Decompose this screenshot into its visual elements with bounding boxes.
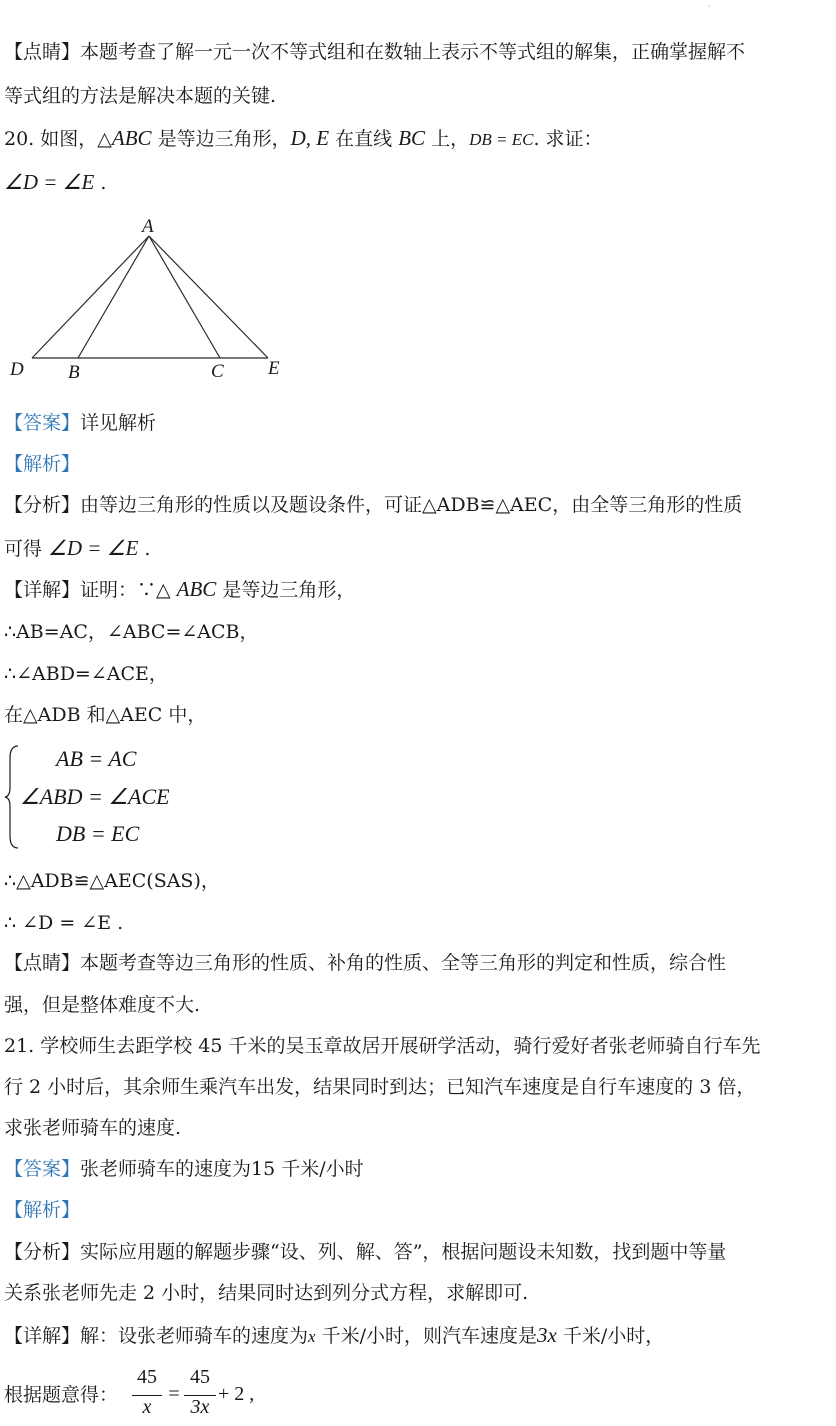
equals-sign: = <box>168 1383 180 1405</box>
answer-21-tag: 【答案】 <box>4 1158 81 1180</box>
question-21-line-1: 21. 学校师生去距学校 45 千米的吴玉章故居开展研学活动，骑行爱好者张老师骑自行车先 <box>4 1035 761 1057</box>
denominator: 3x <box>190 1396 210 1418</box>
brace-row-2: ∠ABD = ∠ACE <box>20 784 170 809</box>
jiexi-tag-21: 【解析】 <box>4 1199 81 1221</box>
step-1: ∴AB=AC，∠ABC=∠ACB， <box>4 621 259 643</box>
corner-mark: · <box>708 2 711 11</box>
fenxi-dot: . <box>138 538 151 560</box>
q20-part: 在直线 <box>329 128 399 150</box>
label-a: A <box>142 216 154 237</box>
q20-part: . 求证： <box>533 128 603 150</box>
fenxi-text: 可得 <box>4 538 49 560</box>
question-21-line-2: 行 2 小时后，其余师生乘汽车出发，结果同时到达；已知汽车速度是自行车速度的 3 倍， <box>4 1076 756 1098</box>
question-20-goal <box>4 170 106 195</box>
denominator: x <box>142 1396 152 1418</box>
label-d: D <box>10 359 24 380</box>
step-2: ∴∠ABD=∠ACE， <box>4 663 168 685</box>
dianjing-line-2: 等式组的方法是解决本题的关键. <box>4 85 277 107</box>
xj21-x: x <box>308 1327 316 1346</box>
segment-ae <box>149 236 268 358</box>
q20-part: 20. 如图，△ <box>4 128 112 150</box>
segment-ac <box>149 236 220 358</box>
q20-part: 是等边三角形， <box>151 128 291 150</box>
q20-condition: DB = EC <box>469 130 534 149</box>
equation-tail: + 2 , <box>218 1383 255 1405</box>
fenxi-20-line-1: 【分析】由等边三角形的性质以及题设条件，可证△ADB≌△AEC，由全等三角形的性质 <box>4 494 743 516</box>
numerator: 45 <box>137 1366 157 1388</box>
xj21-text-2: 千米/小时，则汽车速度是 <box>315 1325 538 1347</box>
fenxi-21-line-1: 【分析】实际应用题的解题步骤“设、列、解、答”，根据问题设未知数，找到题中等量 <box>4 1241 727 1263</box>
brace-row-3: DB = EC <box>56 821 140 846</box>
fenxi-formula: ∠D = ∠E <box>48 536 139 560</box>
fraction-45-over-3x <box>184 1366 216 1424</box>
segment-ad <box>32 236 149 358</box>
segment-ab <box>78 236 149 358</box>
fenxi-20-line-2 <box>4 536 150 561</box>
answer-21 <box>4 1157 364 1181</box>
label-b: B <box>68 362 80 383</box>
xj21-text: 【详解】解：设张老师骑车的速度为 <box>4 1325 309 1347</box>
q20-goal-formula: ∠D = ∠E <box>4 170 95 194</box>
brace-row-1: AB = AC <box>56 746 137 771</box>
answer-20 <box>4 411 156 435</box>
label-c: C <box>211 361 224 382</box>
question-20-stem <box>4 126 603 152</box>
step-5: ∴ ∠D = ∠E . <box>4 912 124 934</box>
triangle-figure <box>4 212 304 392</box>
step-3: 在△ADB 和△AEC 中， <box>4 704 207 726</box>
step-4: ∴△ADB≌△AEC(SAS)， <box>4 870 220 892</box>
q20-part: 上， <box>425 128 470 150</box>
fenxi-21-line-2: 关系张老师先走 2 小时，结果同时达到列分式方程，求解即可. <box>4 1282 529 1304</box>
dianjing-line-1: 【点睛】本题考查了解一元一次不等式组和在数轴上表示不等式组的解集，正确掌握解不 <box>4 41 746 63</box>
xj21-text-3: 千米/小时， <box>556 1325 665 1347</box>
dianjing-20-line-2: 强，但是整体难度不大. <box>4 994 201 1016</box>
answer-tag: 【答案】 <box>4 412 81 434</box>
q20-abc: ABC <box>111 126 152 150</box>
q20-goal-dot: . <box>94 172 107 194</box>
equation-lead: 根据题意得： <box>4 1384 119 1406</box>
label-e: E <box>268 358 280 379</box>
fraction-45-over-x <box>132 1366 162 1424</box>
xiangjie-text: 【详解】证明：∵△ <box>4 579 177 601</box>
xiangjie-abc: ABC <box>176 577 217 601</box>
dianjing-20-line-1: 【点睛】本题考查等边三角形的性质、补角的性质、全等三角形的判定和性质，综合性 <box>4 952 727 974</box>
q20-de: D, E <box>290 126 330 150</box>
answer-text: 详见解析 <box>80 412 157 434</box>
xj21-3x: 3x <box>537 1323 557 1347</box>
answer-21-text: 张老师骑车的速度为15 千米/小时 <box>80 1158 364 1180</box>
xiangjie-20-line <box>4 577 355 602</box>
jiexi-tag-20: 【解析】 <box>4 453 81 475</box>
q20-bc: BC <box>398 126 426 150</box>
question-21-line-3: 求张老师骑车的速度. <box>4 1117 182 1139</box>
xiangjie-text-2: 是等边三角形， <box>216 579 356 601</box>
xiangjie-21-line <box>4 1323 664 1349</box>
numerator: 45 <box>190 1366 210 1388</box>
